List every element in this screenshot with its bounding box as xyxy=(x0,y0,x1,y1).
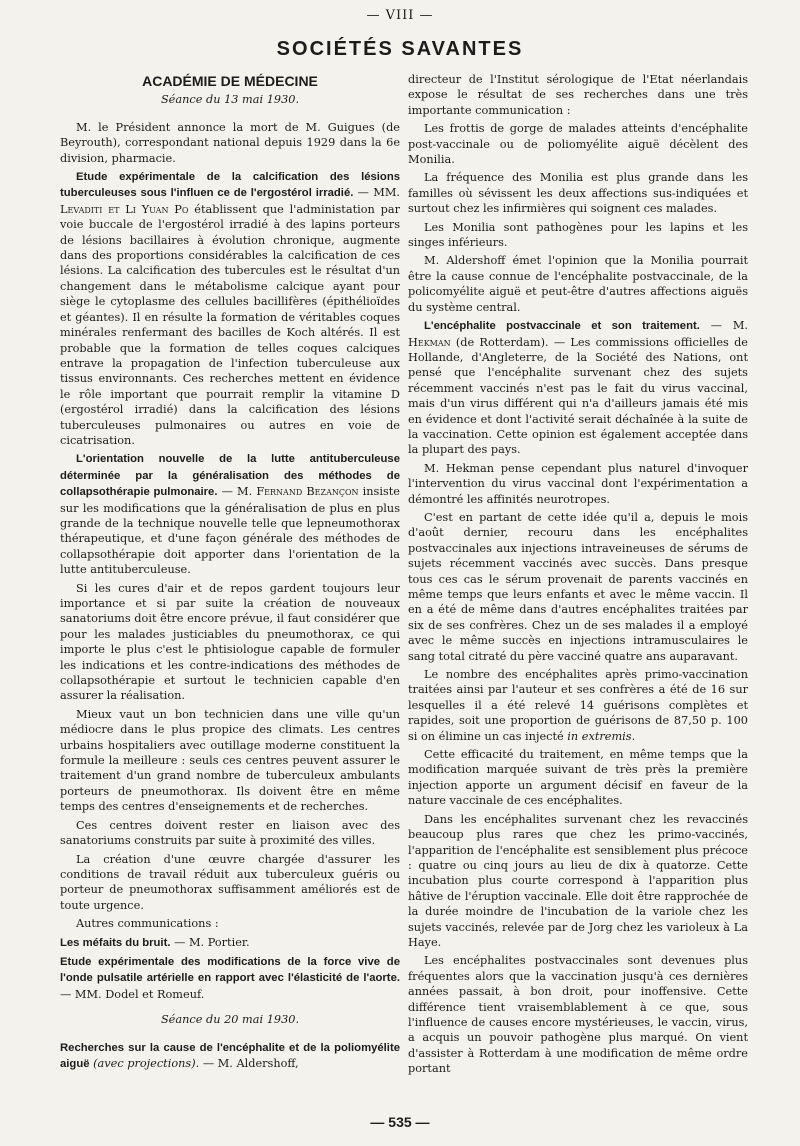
paragraph-autres: Autres communications : xyxy=(76,917,219,931)
paragraph-centres: Ces centres doivent rester en liaison avec des sanatoriums construits par suite à proximité des villes. xyxy=(60,818,400,848)
paragraph-r11: Dans les encéphalites survenant chez les revaccinés beaucoup plus rares que chez les primo-vaccinés, l'apparition de l'encéphalite est sensiblement plus précoce : quatre ou cinq jours au lieu de dix à quatorze. Cette incubation plus courte correspond à l'apparition plus hâtive de l'éruption vaccinale. Elle doit être rapprochée de la durée moindre de l'incubation de la variole chez les sujets vaccinés, relevée par de Jorg chez les varioleux à La Haye. xyxy=(408,812,748,949)
paragraph-r8: C'est en partant de cette idée qu'il a, depuis le mois d'août dernier, recouru dans les encéphalites postvaccinales aux injections intraveineuses de sérums de sujets récemment vaccinés avec succès. Dans presque tous ces cas le sérum provenait de parents vaccinés en même temps que leurs enfants et avec le même vaccin. Il en a été de même dans d'autres encéphalites traitées par six de ses confrères. Chez un de ses malades il a employé avec le même succès en injections intramusculaires le sang total citraté du père vacciné quatre ans auparavant. xyxy=(408,510,748,663)
seance-date-2: Séance du 20 mai 1930. xyxy=(160,1013,300,1027)
paragraph-cures: Si les cures d'air et de repos gardent toujours leur importance et si par suite la création de nouveaux sanatoriums doit être encore prévue, il faut considérer que pour les malades justiciables du pneumothorax, ce qui importe le plus c'est le phtisiologue capable de formuler les indications et les contre-indications des méthodes de collapsothérapie et surtout le technicien capable d'en assurer la réalisation. xyxy=(60,581,400,703)
communication-bruit: Les méfaits du bruit. — M. Portier. xyxy=(60,935,250,949)
article-title: L'encéphalite postvaccinale et son traitement. xyxy=(424,320,700,333)
academy-heading: ACADÉMIE DE MÉDECINE xyxy=(142,73,318,89)
article-authors: Levaditi et Li Yuan Po xyxy=(60,202,189,216)
left-column xyxy=(60,72,400,1075)
paragraph-r2: Les frottis de gorge de malades atteints d'encéphalite post-vaccinale ou de poliomyélite aiguë décèlent des Monilia. xyxy=(408,122,748,167)
paragraph-r9: Le nombre des encéphalites après primo-vaccination traitées ainsi par l'auteur et ses confrères a été de 16 sur lesquelles il a été relevé 14 guérisons complètes et rapides, soit une proportion de guérisons de 87,50 p. 100 si on élimine un cas injecté in extremis. xyxy=(408,668,748,743)
paragraph-r12: Les encéphalites postvaccinales sont devenues plus fréquentes alors que la vaccination jusqu'à ces dernières années passait, à bon droit, pour inoffensive. Cette différence tient vraisemblablement à ce que, sous l'influence de causes encore mystérieuses, le vaccin, virus, a acquis un pouvoir pathogène plus marqué. On vient d'assister à Rotterdam à une modification de même ordre portant xyxy=(408,954,748,1076)
seance-date-1: Séance du 13 mai 1930. xyxy=(160,93,300,107)
article-title: L'orientation nouvelle de la lutte antituberculeuse déterminée par la généralisation des méthodes de collapsothérapie pulmonaire. xyxy=(60,453,400,499)
paragraph-technicien: Mieux vaut un bon technicien dans une ville qu'un médiocre dans le plus propice des climats. Les centres urbains hospitaliers avec outillage moderne constituent la formule la meilleure : seuls ces centres peuvent assurer le traitement d'un grand nombre de tuberculeux ambulants porteurs de pneumothorax. Ils doivent être en même temps des centres d'enseignements et de recherches. xyxy=(60,707,400,814)
paragraph-announcement: M. le Président annonce la mort de M. Guigues (de Beyrouth), correspondant national depuis 1929 dans la 6e division, pharmacie. xyxy=(60,120,400,165)
paragraph-r4: Les Monilia sont pathogènes pour les lapins et les singes inférieurs. xyxy=(408,220,748,250)
article-orientation: L'orientation nouvelle de la lutte antituberculeuse déterminée par la généralisation des méthodes de collapsothérapie pulmonaire. — M. Fernand Bezançon insiste sur les modifications que la généralisation de plus en plus grande de la technique nouvelle telle que lepneumothorax thérapeutique, et d'une façon générale des méthodes de collapsothérapie doit apporter dans l'orientation de la lutte antituberculeuse. xyxy=(60,453,400,577)
paragraph-r5: M. Aldershoff émet l'opinion que la Monilia pourrait être la cause connue de l'encéphalite postvaccinale, de la policomyélite aiguë et peut-être d'autres affections aiguës du système central. xyxy=(408,254,748,314)
article-hekman: L'encéphalite postvaccinale et son traitement. — M. Hekman (de Rotterdam). — Les commissions officielles de Hollande, d'Angleterre, de la Société des Nations, ont pensé que l'encéphalite survenant chez des sujets récemment vaccinés n'est pas le fait du virus vaccinal, mais d'un virus différent qui n'a d'ailleurs jamais été mis en évidence et dont l'activité serait déchaînée à la suite de la vaccination. Cette opinion est également acceptée dans la plupart des pays. xyxy=(408,319,748,457)
page-number: — 535 — xyxy=(370,1114,430,1130)
communication-encephalite: Recherches sur la cause de l'encéphalite et de la poliomyélite aiguë (avec projections). — M. Aldershoff, xyxy=(60,1041,400,1070)
paragraph-creation: La création d'une œuvre chargée d'assurer les conditions de travail réduit aux tuberculeux guéris ou porteur de pneumothorax suffisamment améliorés est de toute urgence. xyxy=(60,852,400,912)
page-roman-number: — VIII — xyxy=(366,8,434,23)
paragraph-r7: M. Hekman pense cependant plus naturel d'invoquer l'intervention du virus vaccinal dont l'expérimentation a démontré les affinités neurotropes. xyxy=(408,461,748,506)
article-authors: Fernand Bezançon xyxy=(256,485,359,499)
article-authors: Hekman xyxy=(408,335,451,349)
communication-onde: Etude expérimentale des modifications de la force vive de l'onde pulsatile artérielle en rapport avec l'élasticité de l'aorte. — MM. Dodel et Romeuf. xyxy=(60,955,400,1001)
paragraph-r1: directeur de l'Institut sérologique de l'Etat néerlandais expose le résultat de ses recherches dans une très importante communication : xyxy=(408,73,748,117)
article-title: Etude expérimentale de la calcification des lésions tuberculeuses sous l'influen ce de l'ergostérol irradié. xyxy=(60,171,400,200)
article-calcification: Etude expérimentale de la calcification des lésions tuberculeuses sous l'influen ce de l'ergostérol irradié. — MM. Levaditi et Li Yuan Po établissent que l'administation par voie buccale de l'ergostérol irradié à des lapins porteurs de lésions bacillaires à évolution chronique, augmente dans des proportions considérables la calcification de ces lésions. La calcification des tubercules est le résultat d'un changement dans le métabolisme calcique ayant pour siège le cytoplasme des cellules bacillifères (épithélioïdes et géantes). Il en résulte la formation de véritables coques minérales renfermant des bacilles de Koch altérés. Il est probable que la formation de telles coques calciques entrave la propagation de l'infection tuberculeuse aux tissus environnants. Ces recherches mettent en évidence le rôle important que pourrait remplir la vitamine D (ergostérol irradié) dans la calcification des lésions tuberculeuses pulmonaires ou autres en voie de cicatrisation. xyxy=(60,171,400,447)
paragraph-r10: Cette efficacité du traitement, en même temps que la modification marquée suivant de très près la première injection apporte un argument décisif en faveur de la nature vaccinale de ces encéphalites. xyxy=(408,748,748,808)
section-title: SOCIÉTÉS SAVANTES xyxy=(276,38,524,60)
right-column xyxy=(408,72,748,1080)
paragraph-r3: La fréquence des Monilia est plus grande dans les familles où sévissent les deux affections sus-indiquées et surtout chez les infirmières qui soignent ces malades. xyxy=(408,171,748,216)
